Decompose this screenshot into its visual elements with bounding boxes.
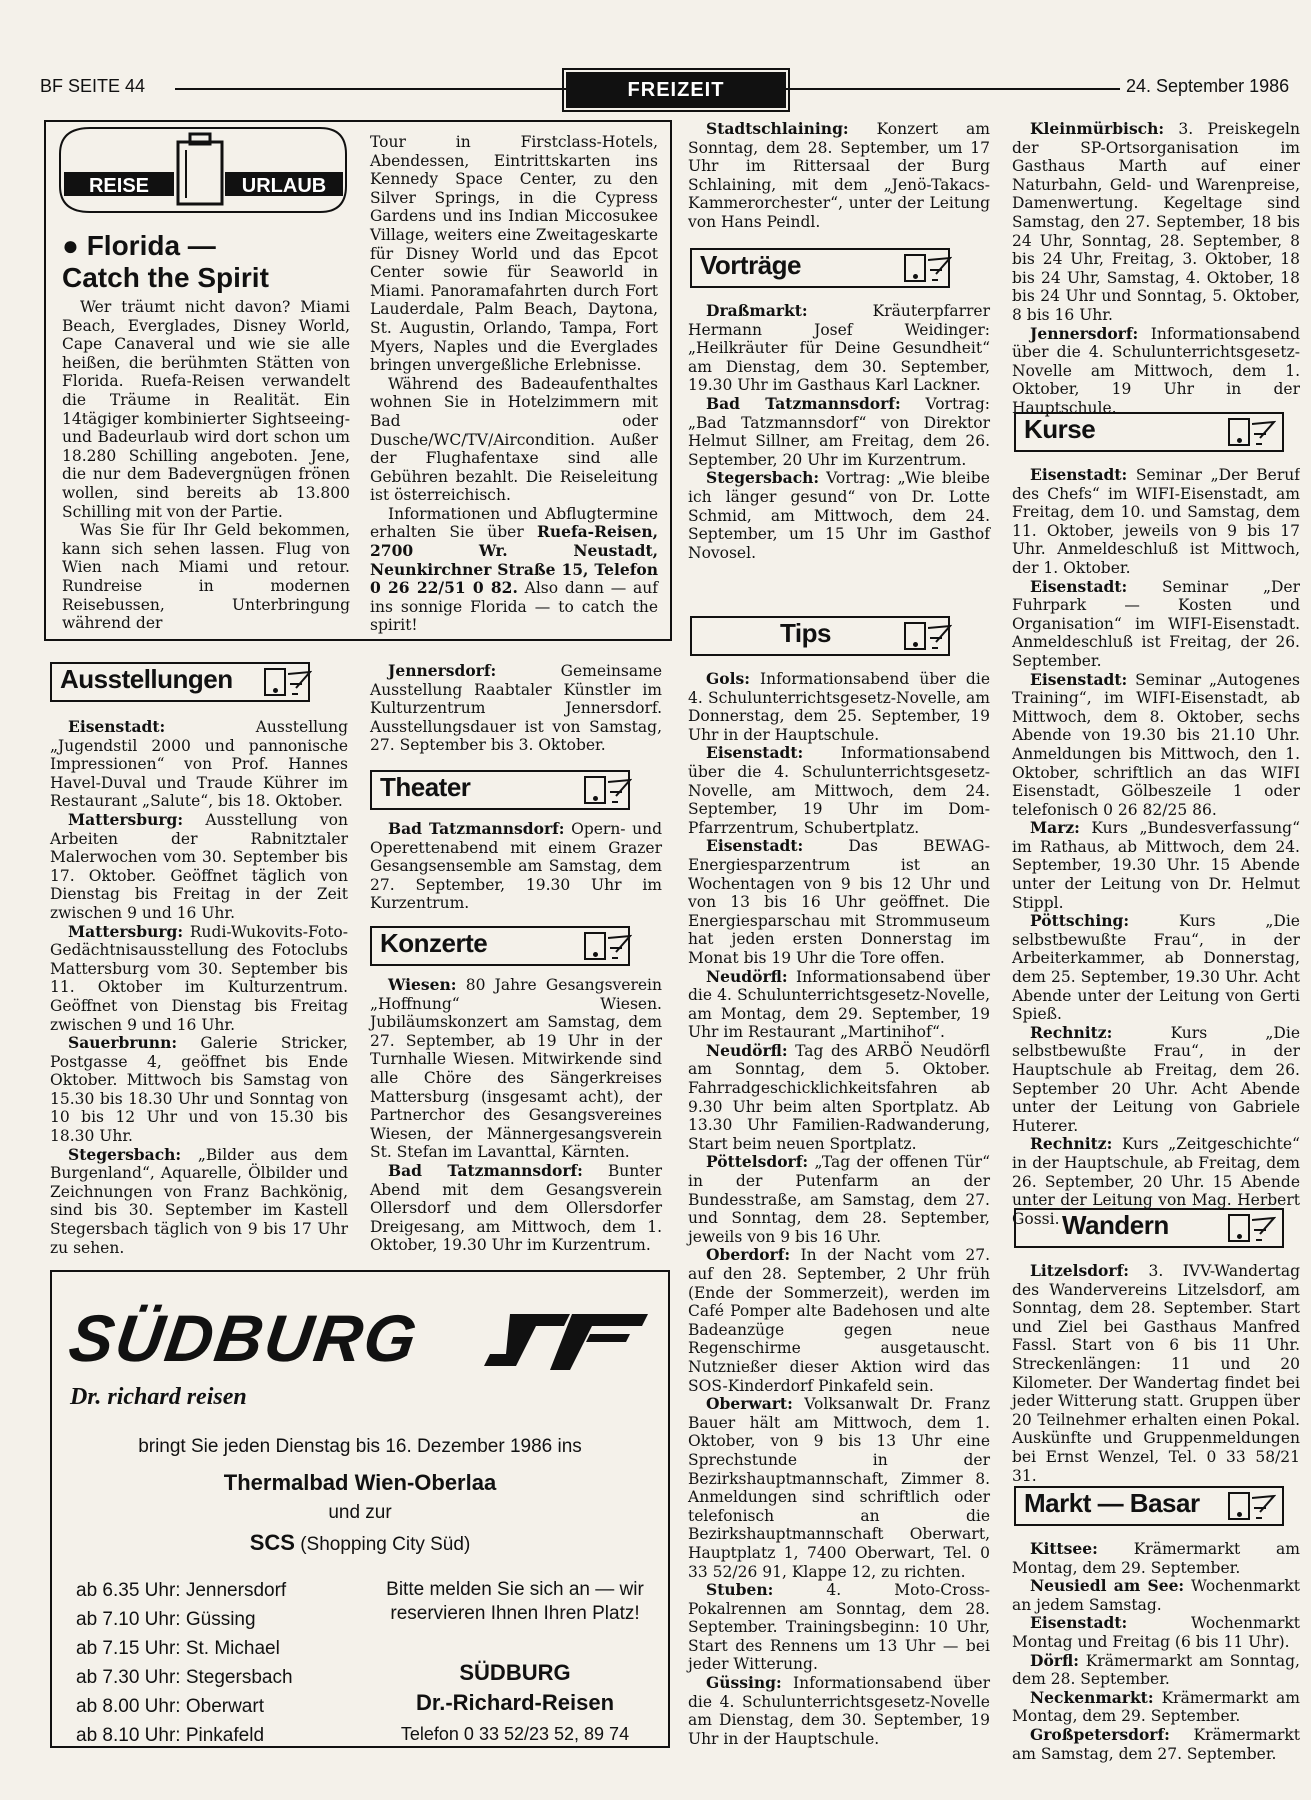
listing: Bad Tatzmannsdorf: Vortrag: „Bad Tatzmannsdorf“ von Direktor Helmut Sillner, am Freitag, dem 26. September, 20 Uhr im Kurzentrum. xyxy=(688,393,990,469)
suitcase-icon xyxy=(178,142,222,204)
category-konzerte xyxy=(370,926,630,966)
kleinmuerbisch-listing xyxy=(1012,120,1300,418)
listing: Pöttsching: Kurs „Die selbstbewußte Frau“, in der Arbeiterkammer, ab Donnerstag, dem 25. September, 19.30 Uhr. Acht Abende unter der Leitung von Gerti Spieß. xyxy=(1012,911,1300,1024)
category-ausstellungen xyxy=(50,662,310,702)
listing: Stegersbach: Vortrag: „Wie bleibe ich länger gesund“ von Dr. Lotte Schmid, am Mittwoch, dem 24. September, um 15 Uhr im Gasthof Novosel. xyxy=(688,468,990,562)
reise-label: REISE xyxy=(88,175,150,197)
listing: Mattersburg: Ausstellung von Arbeiten der Rabnitztaler Malerwochen vom 30. September bis 17. Oktober. Geöffnet täglich von Dienstag bis Freitag in der Zeit zwischen 9 und 16 Uhr. xyxy=(50,809,348,922)
theater-list xyxy=(370,820,662,913)
pointing-hand-icon xyxy=(928,620,952,656)
listing: Stuben: 4. Moto-Cross-Pokalrennen am Sonntag, dem 28. September. Trainingsbeginn: 10 Uhr, Start des Rennens um 13 Uhr — bei jeder Witterung. xyxy=(688,1580,990,1674)
article-headline xyxy=(62,230,269,294)
listing: Mattersburg: Rudi-Wukovits-Foto-Gedächtnisausstellung des Fotoclubs Mattersburg vom 30. September bis 11. Oktober im Kulturzentrum. Geöffnet von Dienstag bis Freitag zwischen 9 und 16 Uhr. xyxy=(50,921,348,1034)
listing: Eisenstadt: Wochenmarkt Montag und Freitag (6 bis 11 Uhr). xyxy=(1012,1613,1300,1651)
listing: Eisenstadt: Ausstellung „Jugendstil 2000 und pannonische Impressionen“ von Prof. Hannes Havel-Duval und Traude Kührer im Restaurant „Salute“, bis 18. Oktober. xyxy=(50,717,348,811)
category-title: Konzerte xyxy=(380,928,488,958)
vortraege-list xyxy=(688,302,990,562)
listing: Eisenstadt: Informationsabend über die 4. Schulunterrichtsgesetz-Novelle, am Mittwoch, dem 24. September, 19 Uhr im Dom-Pfarrzentrum, Schubertplatz. xyxy=(688,743,990,837)
pointing-hand-icon xyxy=(608,930,632,966)
departure-time: ab 7.30 Uhr: Stegersbach xyxy=(76,1667,293,1688)
listing: Großpetersdorf: Krämermarkt am Samstag, dem 27. September. xyxy=(1012,1724,1300,1763)
listing: Sauerbrunn: Galerie Stricker, Postgasse 4, geöffnet bis Ende Oktober. Mittwoch bis Samstag von 15.30 bis 18.30 Uhr und Sonntag von 10 bis 12 Uhr und von 15.30 bis 18.30 Uhr. xyxy=(50,1033,348,1146)
issue-date: 24. September 1986 xyxy=(1120,76,1289,97)
listing: Kleinmürbisch: 3. Preiskegeln der SP-Ortsorganisation im Gasthaus Marth auf einer Naturbahn, Geld- und Warenpreise, Damenwertung. Kegeltage sind Samstag, den 27. September, 18 bis 24 Uhr, Sonntag, 28. September, 8 bis 24 Uhr, Freitag, 3. Oktober, 18 bis 24 Uhr, Samstag, 4. Oktober, 18 bis 24 Uhr und Sonntag, 5. Oktober, 8 bis 16 Uhr. xyxy=(1012,119,1300,324)
ad-company-name: SÜDBURG xyxy=(459,1660,571,1685)
listing: Bad Tatzmannsdorf: Bunter Abend mit dem Gesangsverein Ollersdorf und dem Ollersdorfer Dreigesang, am Mittwoch, dem 1. Oktober, 19.30 Uhr im Kurzentrum. xyxy=(370,1160,662,1255)
stadtschlaining-listing xyxy=(688,120,990,232)
travel-article-col2 xyxy=(370,133,658,635)
listing: Draßmarkt: Kräuterpfarrer Hermann Josef Weidinger: „Heilkräuter für Deine Gesundheit“ am Dienstag, dem 30. September, 19.30 Uhr im Gasthaus Karl Lackner. xyxy=(688,301,990,395)
category-tips xyxy=(690,616,950,656)
listing: Güssing: Informationsabend über die 4. Schulunterrichtsgesetz-Novelle am Dienstag, dem 30. September, 19 Uhr in der Hauptschule. xyxy=(688,1673,990,1748)
listing: Dörfl: Krämermarkt am Sonntag, dem 28. September. xyxy=(1012,1650,1300,1689)
listing: Pöttelsdorf: „Tag der offenen Tür“ in der Putenfarm an der Bundesstraße, am Samstag, dem 27. und Sonntag, dem 28. September, jeweils von 9 bis 16 Uhr. xyxy=(688,1152,990,1246)
category-title: Tips xyxy=(780,618,831,648)
travel-article-col1 xyxy=(62,298,350,633)
paragraph: Was Sie für Ihr Geld bekommen, kann sich sehen lassen. Flug von Wien nach Miami und retour. Rundreise in modernen Reisebussen, Unterbringung während der xyxy=(62,521,350,633)
listing: Eisenstadt: Das BEWAG-Energiesparzentrum ist an Wochentagen von 9 bis 12 Uhr und von 13 bis 16 Uhr geöffnet. Die Energiesparschau mit Strommuseum hat jeden ersten Donnerstag im Monat bis 19 Uhr die Tore offen. xyxy=(688,836,990,967)
listing: Gols: Informationsabend über die 4. Schulunterrichtsgesetz-Novelle, am Donnerstag, dem 25. September, 19 Uhr in der Hauptschule. xyxy=(688,669,990,744)
reise-urlaub-banner xyxy=(50,124,350,216)
departure-time: ab 8.10 Uhr: Pinkafeld xyxy=(76,1725,265,1746)
ausstellungen-list xyxy=(50,718,348,1257)
listing: Neckenmarkt: Krämermarkt am Montag, dem 29. September. xyxy=(1012,1687,1300,1726)
listing: Rechnitz: Kurs „Zeitgeschichte“ in der Hauptschule, ab Freitag, dem 26. September, 20 Uhr. 15 Abende unter der Leitung von Mag. Herbert Gossi. xyxy=(1012,1134,1300,1228)
ad-departures xyxy=(76,1576,293,1750)
ad-intro: bringt Sie jeden Dienstag bis 16. Dezember 1986 ins xyxy=(138,1436,582,1457)
paragraph: Während des Badeaufenthaltes wohnen Sie in Hotelzimmern mit Bad oder Dusche/WC/TV/Aircondition. Außer der Flughafentaxe sind alle Gebühren bezahlt. Die Reiseleitung ist österreichisch. xyxy=(370,374,658,505)
pointing-hand-icon xyxy=(1252,1212,1276,1248)
listing: Oberwart: Volksanwalt Dr. Franz Bauer hält am Mittwoch, dem 1. Oktober, von 9 bis 13 Uhr eine Sprechstunde in der Bezirkshauptmannschaft, Zimmer 8. Anmeldungen sind schriftlich oder telefonisch an die Bezirkshauptmannschaft Oberwart, Hauptplatz 1, 7400 Oberwart, Tel. 0 33 52/26 91, Klappe 12, zu richten. xyxy=(688,1394,990,1581)
listing: Jennersdorf: Informationsabend über die 4. Schulunterrichtsgesetz-Novelle am Mittwoch, dem 1. Oktober, 19 Uhr in der Hauptschule. xyxy=(1012,323,1300,417)
pointing-hand-icon xyxy=(1252,416,1276,452)
category-vortraege xyxy=(690,248,950,288)
departure-time: ab 8.00 Uhr: Oberwart xyxy=(76,1696,264,1717)
ad-contact-intro: Bitte melden Sie sich an — wir reservieren Ihnen Ihren Platz! xyxy=(386,1579,644,1624)
jr-logo-icon xyxy=(480,1310,655,1376)
listing: Eisenstadt: Seminar „Der Fuhrpark — Kosten und Organisation“ im WIFI-Eisenstadt. Anmeldeschluß ist Freitag, der 26. September. xyxy=(1012,576,1300,670)
listing: Stadtschlaining: Konzert am Sonntag, dem 28. September, um 17 Uhr im Rittersaal der Burg Schlaining, mit dem „Jenö-Takacs-Kammerorchester“, unter der Leitung von Hans Peindl. xyxy=(688,119,990,231)
markt-list xyxy=(1012,1540,1300,1763)
category-title: Markt — Basar xyxy=(1024,1488,1200,1518)
category-title: Theater xyxy=(380,772,471,802)
pointing-hand-icon xyxy=(288,666,312,702)
listing: Rechnitz: Kurs „Die selbstbewußte Frau“, in der Hauptschule ab Freitag, dem 26. September 20 Uhr. Acht Abende unter der Leitung von Gabriele Huterer. xyxy=(1012,1022,1300,1135)
wandern-list xyxy=(1012,1262,1300,1485)
pointing-hand-icon xyxy=(608,774,632,810)
listing: Neudörfl: Tag des ARBÖ Neudörfl am Sonntag, dem 5. Oktober. Fahrradgeschicklichkeitsfahren ab 9.30 Uhr beim alten Sportplatz. Ab 13.30 Uhr Familien-Radwanderung, Start beim neuen Sportplatz. xyxy=(688,1040,990,1153)
section-title: FREIZEIT xyxy=(566,72,786,108)
category-markt xyxy=(1014,1486,1284,1526)
listing: Eisenstadt: Seminar „Der Beruf des Chefs“ im WIFI-Eisenstadt, am Freitag, dem 10. und Samstag, dem 11. Oktober, jeweils von 9 bis 17 Uhr. Anmeldeschluß ist Mittwoch, der 1. Oktober. xyxy=(1012,465,1300,577)
category-theater xyxy=(370,770,630,810)
departure-time: ab 7.15 Uhr: St. Michael xyxy=(76,1638,280,1659)
listing: Litzelsdorf: 3. IVV-Wandertag des Wandervereins Litzelsdorf, am Sonntag, dem 28. September. Start und Ziel bei Gasthaus Manfred Fassl. Start von 6 bis 11 Uhr. Streckenlängen: 11 und 20 Kilometer. Der Wandertag findet bei jeder Witterung statt. Gruppen über 20 Teilnehmer erhalten einen Pokal. Auskünfte und Gruppenmeldungen bei Ernst Wenzel, Tel. 0 33 58/21 31. xyxy=(1012,1261,1300,1485)
listing: Stegersbach: „Bilder aus dem Burgenland“, Aquarelle, Ölbilder und Zeichnungen von Franz Bachkönig, sind bis 30. September im Kastell Stegersbach täglich von 9 bis 17 Uhr zu sehen. xyxy=(50,1144,348,1257)
category-title: Vorträge xyxy=(700,250,801,280)
paragraph: Tour in Firstclass-Hotels, Abendessen, Eintrittskarten ins Kennedy Space Center, zu den Silver Springs, in die Cypress Gardens und ins Indian Miccosukee Village, weiters eine Zweitageskarte für Disney World und das Epcot Center sowie für Seaworld in Miami. Panoramafahrten durch Fort Lauderdale, Palm Beach, Daytona, St. Augustin, Orlando, Tampa, Fort Myers, Naples und die Everglades bringen unvergeßliche Erlebnisse. xyxy=(370,133,658,375)
ad-destination-2: SCS (Shopping City Süd) xyxy=(249,1530,471,1555)
jennersdorf-listing xyxy=(370,662,662,755)
listing: Bad Tatzmannsdorf: Opern- und Operettenabend mit einem Grazer Gesangsensemble am Samstag, dem 27. September, 19.30 Uhr im Kurzentrum. xyxy=(370,819,663,913)
listing: Wiesen: 80 Jahre Gesangsverein „Hoffnung“ Wiesen. Jubiläumskonzert am Samstag, dem 27. September, ab 19 Uhr in der Turnhalle Wiesen. Mitwirkende sind alle Chöre des Sängerkreises Mattersburg (insgesamt acht), der Partnerchor des Gesangsvereines Wiesen, der Männergesangsverein St. Stefan im Lavanttal, Kärnten. xyxy=(370,975,662,1162)
kurse-list xyxy=(1012,466,1300,1228)
listing: Jennersdorf: Gemeinsame Ausstellung Raabtaler Künstler im Kulturzentrum Jennersdorf. Ausstellungsdauer ist von Samstag, 27. September bis 3. Oktober. xyxy=(370,661,662,755)
page-number: BF SEITE 44 xyxy=(40,76,153,97)
urlaub-label: URLAUB xyxy=(241,175,327,197)
listing: Marz: Kurs „Bundesverfassung“ im Rathaus, ab Mittwoch, dem 24. September, 19.30 Uhr. 15 Abende unter der Leitung von Dr. Helmut Stippl. xyxy=(1012,818,1300,912)
ad-connector: und zur xyxy=(328,1502,392,1523)
ad-phone: Telefon 0 33 52/23 52, 89 74 xyxy=(400,1724,630,1744)
konzerte-list xyxy=(370,976,662,1255)
departure-time: ab 6.35 Uhr: Jennersdorf xyxy=(76,1580,287,1601)
pointing-hand-icon xyxy=(1252,1490,1276,1526)
paragraph: Wer träumt nicht davon? Miami Beach, Everglades, Disney World, Cape Canaveral und wie sie alle heißen, die berühmten Stätten von Florida. Ruefa-Reisen verwandelt die Träume in Realität. Ein 14tägiger kombinierter Sightseeing- und Badeurlaub wird dort schon um 18.280 Schilling angeboten. Jene, die nur dem Badevergnügen frönen wollen, sind bereits ab 13.800 Schilling mit von der Partie. xyxy=(62,298,350,521)
category-wandern xyxy=(1014,1208,1284,1248)
tips-list xyxy=(688,670,990,1748)
category-kurse xyxy=(1014,412,1284,452)
paragraph: Informationen und Abflugtermine erhalten Sie über Ruefa-Reisen, 2700 Wr. Neustadt, Neunkirchner Straße 15, Telefon 0 26 22/51 0 82. Also dann — auf ins sonnige Florida — to catch the spirit! xyxy=(370,504,658,635)
category-title: Wandern xyxy=(1062,1210,1169,1240)
headline-line-2: Catch the Spirit xyxy=(62,262,269,293)
listing: Kittsee: Krämermarkt am Montag, dem 29. September. xyxy=(1012,1539,1300,1577)
listing: Neusiedl am See: Wochenmarkt an jedem Samstag. xyxy=(1012,1576,1300,1614)
category-title: Ausstellungen xyxy=(60,664,233,694)
suedburg-logo: SÜDBURG xyxy=(64,1301,423,1375)
headline-line-1: ● Florida — xyxy=(62,230,216,261)
listing: Neudörfl: Informationsabend über die 4. Schulunterrichtsgesetz-Novelle, am Montag, dem 29. September, 19 Uhr im Restaurant „Martinihof“. xyxy=(688,966,990,1042)
ad-company-subname: Dr.-Richard-Reisen xyxy=(415,1690,615,1715)
ad-logo-subtitle: Dr. richard reisen xyxy=(70,1384,247,1410)
listing: Oberdorf: In der Nacht vom 27. auf den 28. September, 2 Uhr früh (Ende der Sommerzeit), werden im Café Pomper alte Badehosen und alte Badeanzüge gegen neue Regenschirme ausgetauscht. Nutznießer dieser Aktion wird das SOS-Kinderdorf Pinkafeld sein. xyxy=(688,1245,990,1395)
category-title: Kurse xyxy=(1024,414,1096,444)
listing: Eisenstadt: Seminar „Autogenes Training“, im WIFI-Eisenstadt, ab Mittwoch, dem 8. Oktober, sechs Abende von 19.30 bis 21.10 Uhr. Anmeldungen bis Mittwoch, den 1. Oktober, schriftlich an das WIFI Eisenstadt, Gölbeszeile 1 oder telefonisch 0 26 82/25 86. xyxy=(1012,669,1300,819)
page-edge xyxy=(1300,0,1311,1800)
ad-destination-1: Thermalbad Wien-Oberlaa xyxy=(223,1470,497,1495)
pointing-hand-icon xyxy=(928,252,952,288)
departure-time: ab 7.10 Uhr: Güssing xyxy=(76,1609,256,1630)
